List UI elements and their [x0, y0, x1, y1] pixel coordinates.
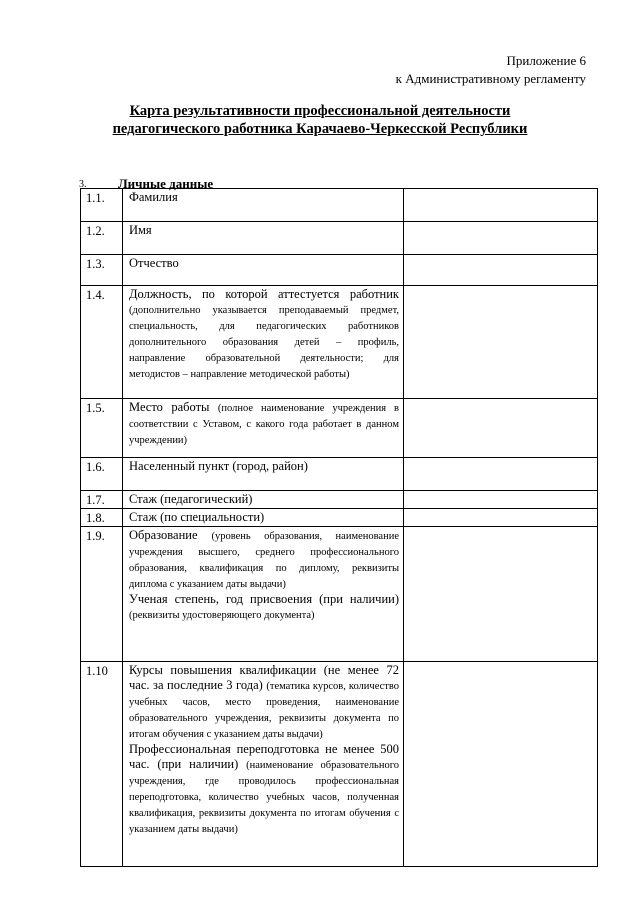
- row-note-text-2: (реквизиты удостоверяющего документа): [129, 610, 315, 621]
- section-number: 3.: [79, 179, 87, 190]
- row-main-text: Должность, по которой аттестуется работник: [129, 287, 399, 301]
- row-label: [123, 458, 404, 491]
- row-label: [123, 509, 404, 527]
- table-row-locality: [81, 458, 598, 491]
- row-main-text: Стаж (по специальности): [129, 510, 265, 524]
- personal-data-table: [80, 188, 598, 867]
- row-number: 1.8.: [81, 509, 123, 527]
- value-cell-teaching-experience[interactable]: [404, 491, 598, 509]
- table-row-education: [81, 527, 598, 662]
- document-title-line-1: Карта результативности профессиональной деятельности: [129, 103, 511, 119]
- row-main-text: Имя: [129, 223, 152, 237]
- table-row-courses: [81, 662, 598, 867]
- row-label: [123, 491, 404, 509]
- value-cell-specialty-experience[interactable]: [404, 509, 598, 527]
- row-main-text: Фамилия: [129, 190, 178, 204]
- value-cell-position[interactable]: [404, 286, 598, 399]
- appendix-number: Приложение 6: [506, 53, 586, 68]
- value-cell-name[interactable]: [404, 222, 598, 255]
- row-label: [123, 527, 404, 662]
- row-main-text: Место работы: [129, 400, 210, 414]
- value-cell-workplace[interactable]: [404, 399, 598, 458]
- row-main-text-2: Профессиональная переподготовка не менее 500 час. (при наличии): [129, 742, 399, 771]
- value-cell-education[interactable]: [404, 527, 598, 662]
- row-label: [123, 662, 404, 867]
- document-title-line-2: педагогического работника Карачаево-Черкесской Республики: [112, 121, 528, 137]
- appendix-reference: [396, 52, 586, 88]
- table-row-patronymic: [81, 255, 598, 286]
- row-number: 1.10: [81, 662, 123, 867]
- value-cell-surname[interactable]: [404, 189, 598, 222]
- row-label: [123, 399, 404, 458]
- row-number: 1.1.: [81, 189, 123, 222]
- row-number: 1.9.: [81, 527, 123, 662]
- row-number: 1.6.: [81, 458, 123, 491]
- row-number: 1.2.: [81, 222, 123, 255]
- row-note-text: (дополнительно указывается преподаваемый предмет, специальность, для педагогических работников дополнительного образования детей – профиль, направление образовательной деятельности; для методистов – направление методической работы): [129, 305, 399, 380]
- row-main-text: Населенный пункт (город, район): [129, 459, 308, 473]
- row-note-text: (уровень образования, наименование учреждения высшего, среднего профессионального образования, квалификация по диплому, реквизиты диплома с указанием даты выдачи): [129, 531, 399, 590]
- appendix-regulation: к Административному регламенту: [395, 71, 586, 86]
- table-row-specialty-experience: [81, 509, 598, 527]
- row-main-text: Стаж (педагогический): [129, 492, 253, 506]
- row-label: [123, 222, 404, 255]
- row-note-text: (полное наименование учреждения в соответствии с Уставом, с какого года работает в данном учреждении): [129, 403, 399, 446]
- row-number: 1.5.: [81, 399, 123, 458]
- row-note-text-2: (наименование образовательного учреждения, где проводилось профессиональная переподготовка, количество учебных часов, полученная квалификация, реквизиты документа по итогам обучения с указанием даты выдачи): [129, 760, 400, 835]
- value-cell-courses[interactable]: [404, 662, 598, 867]
- row-main-text: Курсы повышения квалификации (не менее 72 час. за последние 3 года): [129, 663, 399, 692]
- row-label: [123, 189, 404, 222]
- row-number: 1.3.: [81, 255, 123, 286]
- row-number: 1.4.: [81, 286, 123, 399]
- row-note-text: (тематика курсов, количество учебных часов, место проведения, наименование образовательного учреждения, реквизиты документа по итогам обучения с указанием даты выдачи): [129, 681, 399, 740]
- row-secondary-label: [129, 592, 399, 623]
- row-label: [123, 255, 404, 286]
- section-title: Личные данные: [118, 176, 214, 191]
- table-row-workplace: [81, 399, 598, 458]
- row-secondary-label: [129, 742, 399, 837]
- table-row-surname: [81, 189, 598, 222]
- row-label: [123, 286, 404, 399]
- document-title: [0, 102, 640, 138]
- table-row-position: [81, 286, 598, 399]
- table-row-name: [81, 222, 598, 255]
- row-number: 1.7.: [81, 491, 123, 509]
- value-cell-patronymic[interactable]: [404, 255, 598, 286]
- row-main-text-2: Ученая степень, год присвоения (при наличии): [129, 592, 399, 606]
- row-main-text: Образование: [129, 528, 198, 542]
- value-cell-locality[interactable]: [404, 458, 598, 491]
- row-main-text: Отчество: [129, 256, 179, 270]
- table-row-teaching-experience: [81, 491, 598, 509]
